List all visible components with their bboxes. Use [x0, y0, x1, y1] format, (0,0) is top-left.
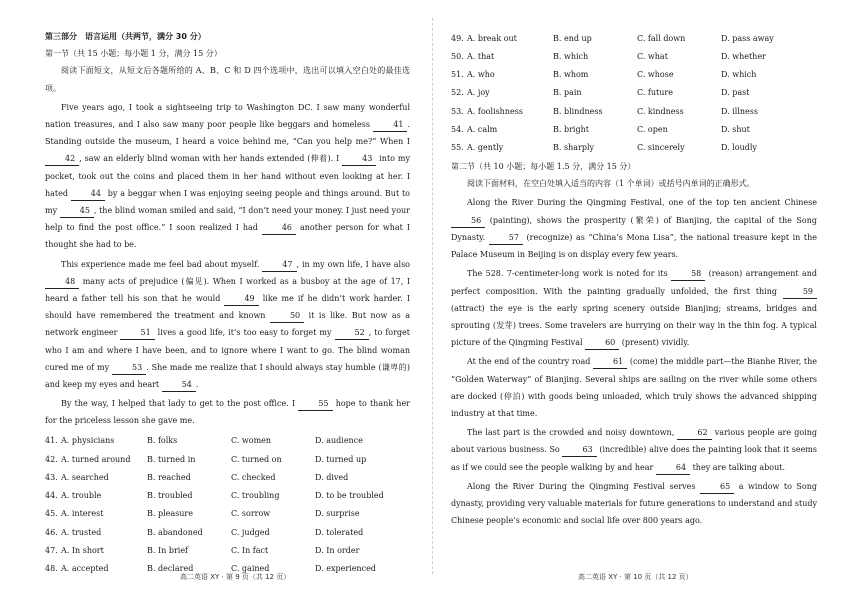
article-paragraph-5: Along the River During the Qingming Festival serves 65 a window to Song dynasty, providing very valuable materials for future generations to understand and study Chinese people’s economic and social life over 800 years ago.: [451, 481, 818, 526]
blank-49: 49: [224, 293, 258, 306]
page-divider: [432, 18, 433, 574]
instruction-1: 阅读下面短文，从短文后各题所给的 A、B、C 和 D 四个选项中，选出可以填入空白处的最佳选项。: [45, 66, 410, 93]
options-list-left: [45, 432, 410, 578]
blank-55: 55: [298, 398, 332, 411]
blank-64: 64: [656, 462, 690, 475]
blank-56: 56: [451, 215, 485, 228]
option-row: 41. A. physicians B. folks C. women D. audience: [45, 436, 363, 446]
right-column: [451, 29, 817, 529]
subsection-title-2: 第二节（共 10 小题；每小题 1.5 分，满分 15 分）: [451, 162, 636, 172]
option-row: 53. A. foolishness B. blindness C. kindness D. illness: [451, 106, 758, 116]
blank-54: 54: [162, 379, 196, 392]
blank-44: 44: [71, 188, 105, 201]
blank-50: 50: [270, 310, 304, 323]
option-row: 49. A. break out B. end up C. fall down D. pass away: [451, 33, 774, 43]
article-paragraph-3: At the end of the country road 61 (come) the middle part—the Bianhe River, the “Golden Waterway” of Bianjing. Several ships are sailing on the river while some others are docked (停泊) with goods being unloaded, which truly shows the advanced shipping industry at that time.: [451, 357, 817, 418]
passage-paragraph-2: This experience made me feel bad about myself. 47 , in my own life, I have also 48 many acts of prejudice (偏见). When I worked as a busboy at the age of 17, I heard a father tell his son that he would 49 like me if he didn’t work harder. I should have remembered the treatment and known 50 it is like. But now as a network engineer 51 lives a good life, it’s too easy to forget my 52 , to forget who I am and where I have been, and to ignore where I want to go. The blind woman cured me of my 53 . She made me realize that I should always stay humble (谦卑的) and keep my eyes and heart 54 .: [45, 256, 410, 394]
option-row: 45. A. interest B. pleasure C. sorrow D. surprise: [45, 509, 360, 519]
blank-42: 42: [45, 153, 79, 166]
option-row: 52. A. joy B. pain C. future D. past: [451, 88, 750, 98]
left-column: [45, 28, 410, 578]
article-paragraph-2: The 528. 7-centimeter-long work is noted for its 58 (reason) arrangement and perfect composition. With the painting gradually unfolded, the first thing 59 (attract) the eye is the early spring scenery outside Bianjing; streams, bridges and sprouting (发芽) trees. Some travelers are hurrying on their way in the thin fog. A typical picture of the Qingming Festival 60 (present) vividly.: [451, 265, 817, 351]
option-row: 44. A. trouble B. troubled C. troubling D. to be troubled: [45, 491, 384, 501]
option-row: 55. A. gently B. sharply C. sincerely D. loudly: [451, 143, 757, 153]
option-row: 54. A. calm B. bright C. open D. shut: [451, 125, 750, 135]
blank-58: 58: [671, 268, 705, 281]
blank-65: 65: [700, 481, 734, 494]
blank-46: 46: [262, 222, 296, 235]
blank-62: 62: [677, 427, 711, 440]
blank-63: 63: [562, 444, 596, 457]
option-row: 51. A. who B. whom C. whose D. which: [451, 70, 757, 80]
blank-52: 52: [335, 327, 369, 340]
option-row: 50. A. that B. which C. what D. whether: [451, 51, 766, 61]
option-row: 48. A. accepted B. declared C. gained D. experienced: [45, 564, 376, 574]
article-paragraph-4: The last part is the crowded and noisy downtown, 62 various people are going about various business. So 63 (incredible) alive does the painting look that it seems as if we could see the people walking by and hear 64 they are talking about.: [451, 424, 817, 476]
options-list-right: [451, 29, 817, 157]
option-row: 46. A. trusted B. abandoned C. judged D. tolerated: [45, 527, 364, 537]
blank-48: 48: [45, 276, 79, 289]
blank-61: 61: [593, 356, 627, 369]
blank-53: 53: [112, 362, 146, 375]
blank-45: 45: [60, 205, 94, 218]
blank-43: 43: [342, 153, 376, 166]
passage-paragraph-1: Five years ago, I took a sightseeing trip to Washington DC. I saw many wonderful nation treasures, and I also saw many poor people like beggars and homeless 41 . Standing outside the museum, I heard a voice behind me, “Can you help me?” When I 42 , saw an elderly blind woman with her hands extended (伸着). I 43 into my pocket, took out the coins and placed them in her hand without even looking at her. I hated 44 by a beggar when I was enjoying seeing people and things around. But to my 45 , the blind woman smiled and said, “I don’t need your money. I just need your help to find the post office.” I soon realized I had 46 another person for what I thought she had to be.: [45, 102, 410, 250]
article-paragraph-1: Along the River During the Qingming Festival, one of the top ten ancient Chinese 56 (painting), shows the prosperity (繁荣) of Bianjing, the capital of the Song Dynasty. 57 (recognize) as “China’s Mona Lisa”, the national treasure kept in the Palace Museum in Beijing is on display every few years.: [451, 198, 817, 260]
blank-57: 57: [489, 232, 523, 245]
blank-59: 59: [783, 286, 817, 299]
option-row: 42. A. turned around B. turned in C. turned on D. turned up: [45, 454, 367, 464]
option-row: 47. A. In short B. In brief C. In fact D. In order: [45, 546, 360, 555]
section-title: 第三部分 语言运用（共两节，满分 30 分）: [45, 32, 206, 41]
blank-51: 51: [120, 327, 154, 340]
blank-60: 60: [585, 337, 619, 350]
blank-41: 41: [373, 119, 407, 132]
instruction-2: 阅读下面材料，在空白处填入适当的内容（1 个单词）或括号内单词的正确形式。: [467, 179, 755, 189]
subsection-title-1: 第一节（共 15 小题；每小题 1 分，满分 15 分）: [45, 49, 222, 59]
passage-paragraph-3: By the way, I helped that lady to get to the post office. I 55 hope to thank her for the priceless lesson she gave me.: [45, 399, 411, 426]
blank-47: 47: [262, 259, 296, 272]
option-row: 43. A. searched B. reached C. checked D. dived: [45, 472, 349, 482]
page-footer-left: 高二英语 XY · 第 9 页（共 12 页）: [180, 573, 291, 581]
page-footer-right: 高二英语 XY · 第 10 页（共 12 页）: [578, 573, 693, 581]
